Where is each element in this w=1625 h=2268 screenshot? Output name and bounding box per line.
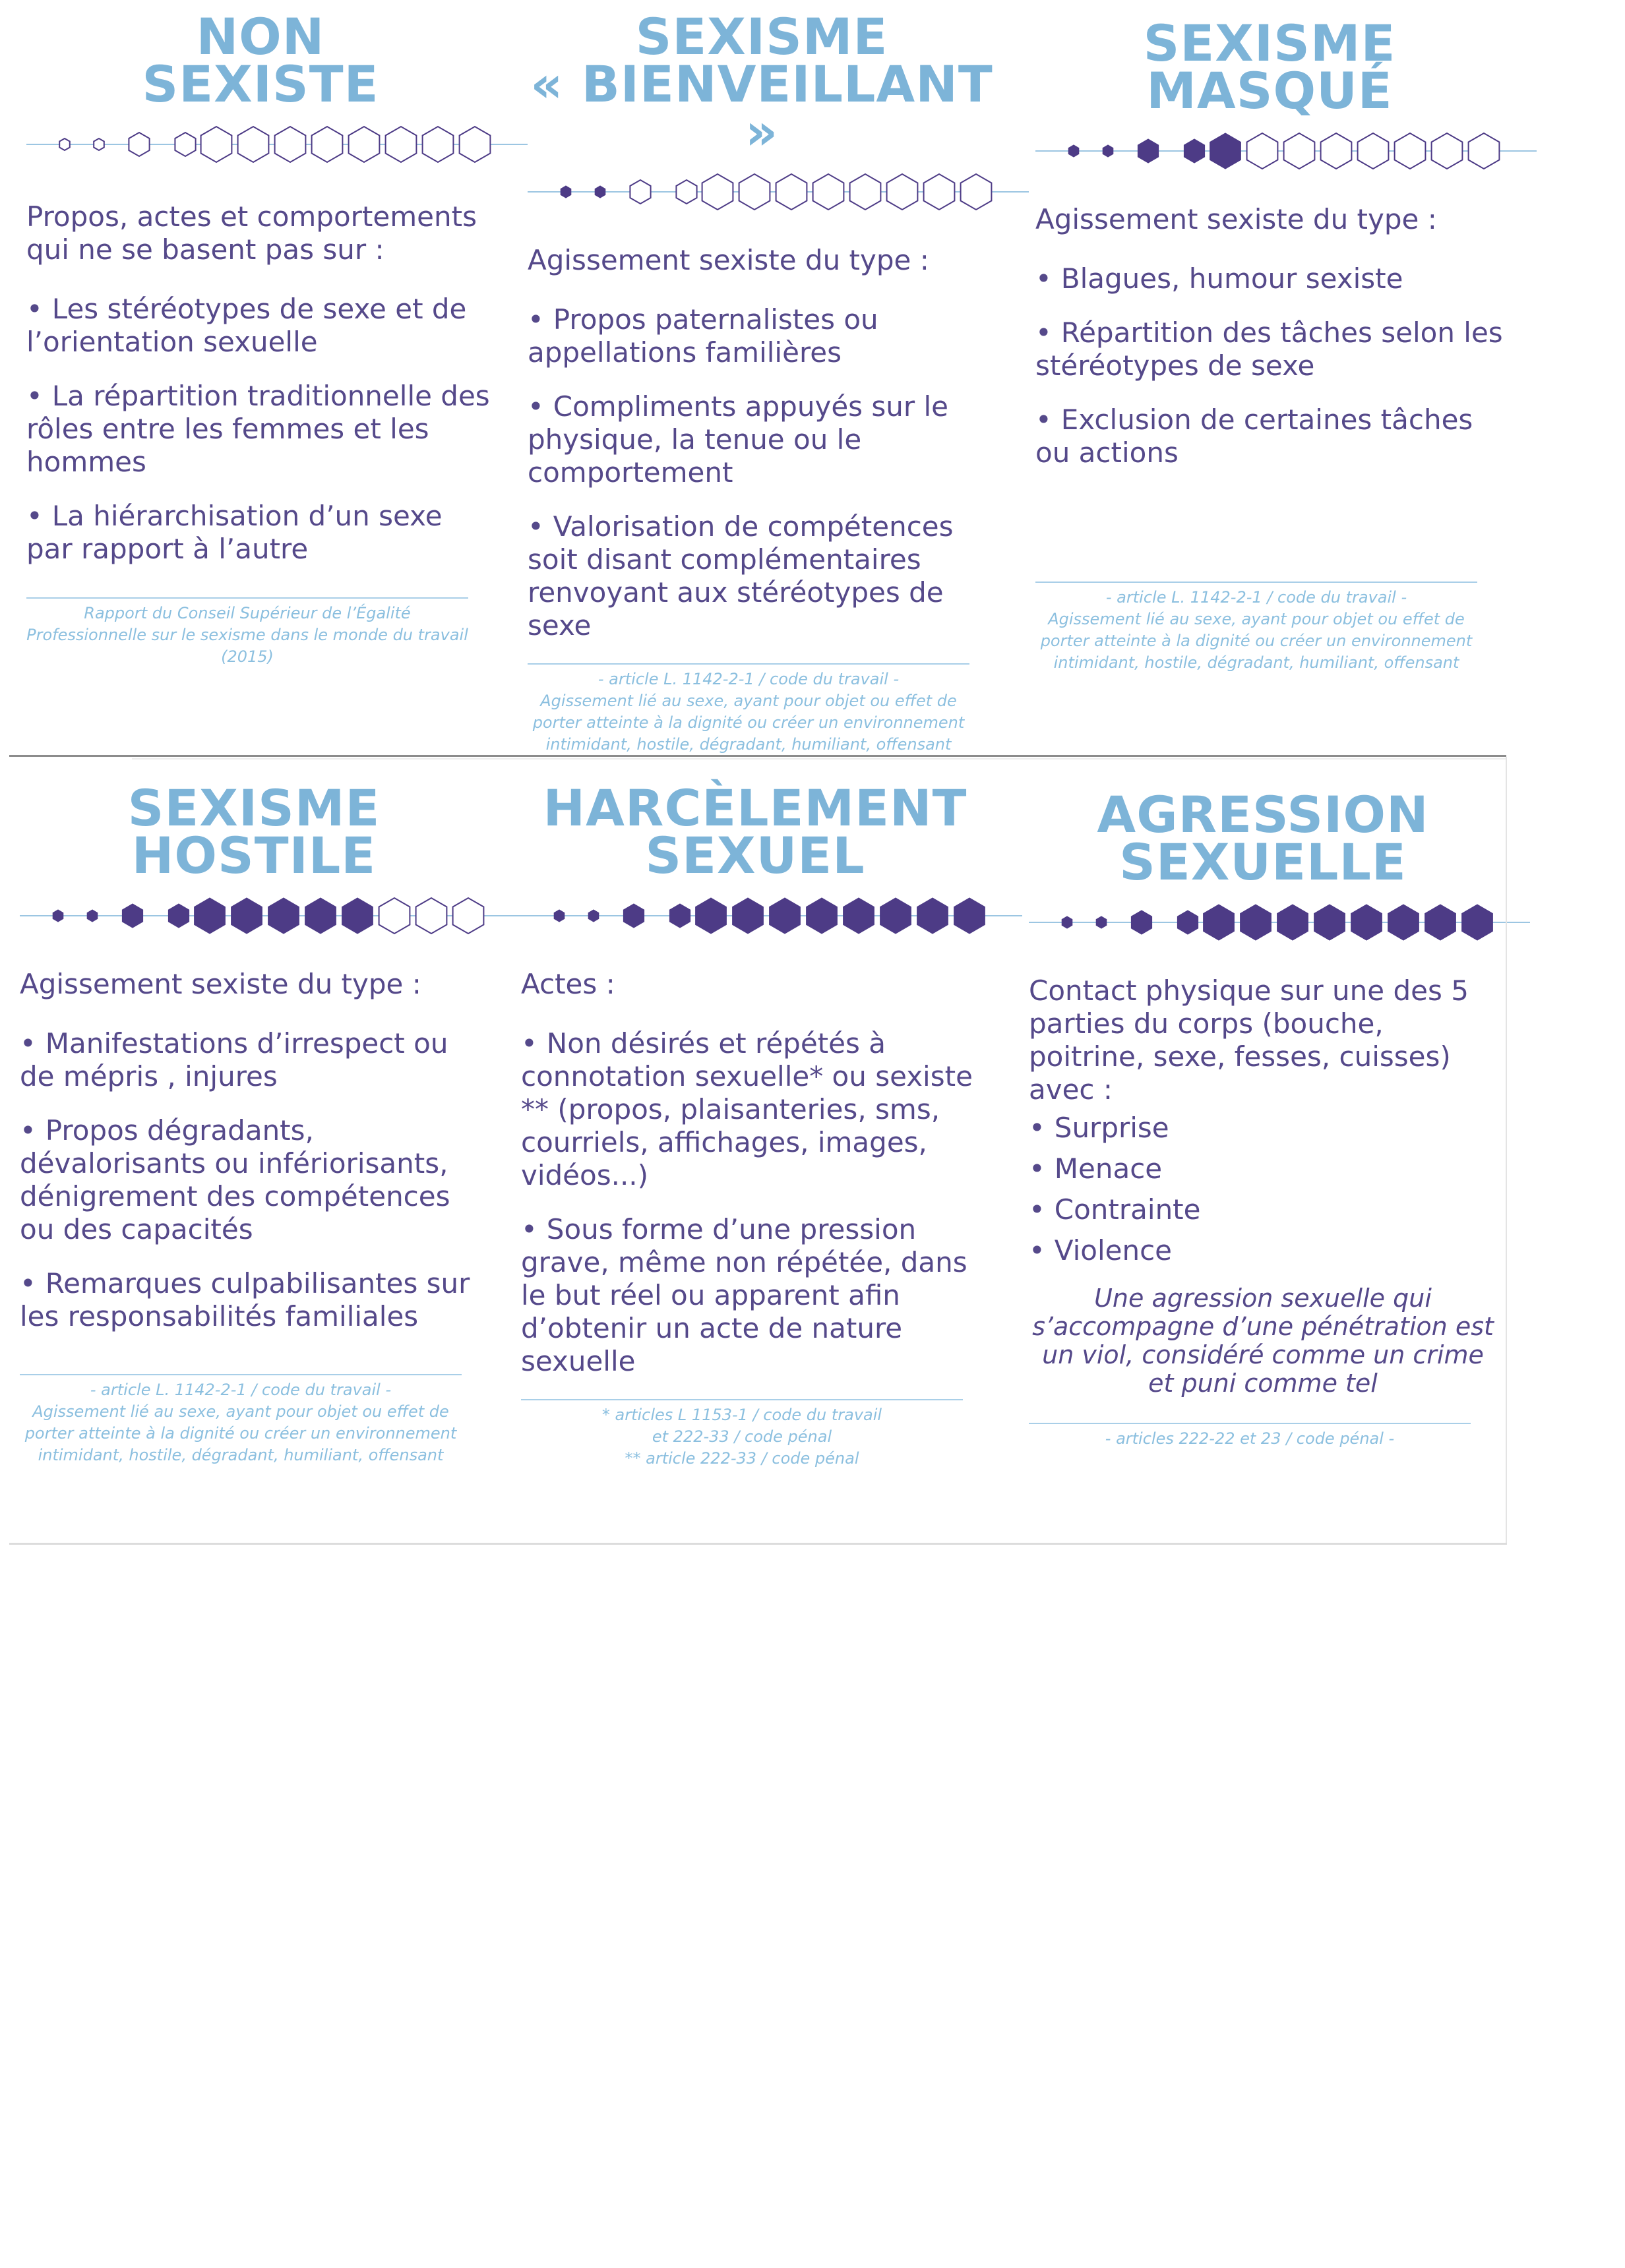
bullet-list bbox=[1029, 1112, 1497, 1267]
hexagon-outline-icon bbox=[460, 127, 491, 162]
hexagon-filled-icon bbox=[733, 898, 764, 934]
title-line: SEXISTE bbox=[142, 55, 379, 113]
hexagon-outline-icon bbox=[1358, 133, 1389, 169]
reference-line: - articles 222-22 et 23 / code pénal - bbox=[1105, 1429, 1395, 1448]
bullet-text: Blagues, humour sexiste bbox=[1060, 262, 1403, 295]
hexagon-filled-icon bbox=[1388, 905, 1419, 940]
sheet-edge-line bbox=[132, 758, 1506, 760]
hexagon-filled-icon bbox=[770, 898, 801, 934]
hexagon-scale bbox=[528, 167, 996, 216]
card-intro: Propos, actes et comportements qui ne se basent pas sur : bbox=[26, 200, 477, 266]
hexagon-outline-icon bbox=[275, 127, 306, 162]
card-body bbox=[26, 200, 495, 566]
hexagon-outline-icon bbox=[776, 174, 807, 210]
hexagon-outline-icon bbox=[238, 127, 269, 162]
hexagon-outline-icon bbox=[850, 174, 881, 210]
card-intro: Actes : bbox=[521, 968, 615, 1000]
bullet-dot-icon: • bbox=[1029, 1112, 1045, 1144]
hexagon-filled-icon bbox=[623, 904, 644, 928]
card-title bbox=[528, 7, 996, 161]
bullet-text: La répartition traditionnelle des rôles entre les femmes et les hommes bbox=[26, 380, 490, 478]
bullet-text: Contrainte bbox=[1054, 1193, 1201, 1226]
title-line: NON bbox=[196, 7, 325, 66]
reference-line: intimidant, hostile, dégradant, humiliant, offensant bbox=[38, 1446, 444, 1464]
card-sexisme-bienveillant bbox=[528, 7, 996, 756]
bullet-dot-icon: • bbox=[20, 1114, 36, 1147]
bullet-list bbox=[528, 303, 996, 642]
hexagon-filled-icon bbox=[168, 904, 189, 928]
hexagon-scale bbox=[521, 891, 989, 940]
hexagon-filled-icon bbox=[53, 910, 63, 922]
bullet-item bbox=[1035, 403, 1504, 469]
bullet-item bbox=[26, 500, 495, 566]
hexagon-filled-icon bbox=[880, 898, 911, 934]
reference-line: Professionnelle sur le sexisme dans le monde du travail bbox=[26, 626, 468, 644]
bullet-dot-icon: • bbox=[521, 1027, 537, 1059]
hexagon-filled-icon bbox=[807, 898, 838, 934]
hexagon-outline-icon bbox=[379, 898, 410, 934]
hexagon-filled-icon bbox=[1096, 916, 1107, 928]
hexagon-outline-icon bbox=[423, 127, 454, 162]
reference-line: Agissement lié au sexe, ayant pour objet ou effet de bbox=[1048, 610, 1465, 628]
legal-reference bbox=[528, 669, 969, 756]
title-line: HOSTILE bbox=[131, 826, 377, 885]
bullet-item bbox=[1035, 316, 1504, 382]
bullet-text: Propos paternalistes ou appellations familières bbox=[528, 303, 878, 369]
hexagon-outline-icon bbox=[201, 127, 232, 162]
bullet-item bbox=[26, 293, 495, 359]
hexagon-filled-icon bbox=[1425, 905, 1456, 940]
hexagon-filled-icon bbox=[305, 898, 336, 934]
title-line: SEXUEL bbox=[645, 826, 865, 885]
card-harcelement-sexuel bbox=[521, 779, 989, 1470]
hexagon-filled-icon bbox=[342, 898, 373, 934]
bullet-text: Valorisation de compétences soit disant complémentaires renvoyant aux stéréotypes de sexe bbox=[528, 510, 954, 642]
bullet-item bbox=[528, 303, 996, 369]
title-line: « BIENVEILLANT » bbox=[530, 55, 993, 161]
hexagon-outline-icon bbox=[175, 133, 195, 156]
hexagon-filled-icon bbox=[1204, 905, 1235, 940]
card-title bbox=[20, 779, 488, 885]
bullet-text: La hiérarchisation d’un sexe par rapport à l’autre bbox=[26, 500, 443, 565]
hexagon-outline-icon bbox=[453, 898, 484, 934]
hexagon-filled-icon bbox=[843, 898, 874, 934]
card-title bbox=[1029, 785, 1497, 891]
hexagon-outline-icon bbox=[887, 174, 918, 210]
reference-line: intimidant, hostile, dégradant, humiliant, offensant bbox=[1053, 653, 1459, 672]
bullet-dot-icon: • bbox=[521, 1213, 537, 1245]
bullet-list bbox=[20, 1027, 488, 1333]
reference-line: Agissement lié au sexe, ayant pour objet ou effet de bbox=[32, 1402, 449, 1421]
hexagon-markers bbox=[26, 120, 528, 169]
title-line: SEXISME bbox=[635, 7, 888, 66]
hexagon-outline-icon bbox=[349, 127, 380, 162]
bullet-text: Menace bbox=[1054, 1152, 1163, 1185]
card-body bbox=[1029, 974, 1497, 1398]
legal-reference bbox=[521, 1404, 963, 1470]
bullet-item bbox=[20, 1267, 488, 1333]
reference-line: - article L. 1142-2-1 / code du travail - bbox=[598, 670, 900, 688]
hexagon-outline-icon bbox=[416, 898, 447, 934]
reference-line: (2015) bbox=[221, 647, 274, 666]
bullet-item bbox=[1029, 1152, 1497, 1185]
hexagon-outline-icon bbox=[1247, 133, 1278, 169]
card-intro: Contact physique sur une des 5 parties du corps (bouche, poitrine, sexe, fesses, cuisses) avec : bbox=[1029, 974, 1469, 1106]
bullet-item bbox=[521, 1027, 989, 1192]
bullet-item bbox=[528, 390, 996, 489]
card-body bbox=[1035, 203, 1504, 469]
reference-line: Rapport du Conseil Supérieur de l’Égalité bbox=[84, 604, 411, 622]
hexagon-outline-icon bbox=[739, 174, 770, 210]
hexagon-outline-icon bbox=[676, 180, 696, 204]
hexagon-outline-icon bbox=[1395, 133, 1426, 169]
hexagon-markers bbox=[20, 891, 521, 940]
hexagon-filled-icon bbox=[917, 898, 948, 934]
bullet-list bbox=[521, 1027, 989, 1378]
hexagon-outline-icon bbox=[312, 127, 343, 162]
bullet-item bbox=[528, 510, 996, 642]
hexagon-filled-icon bbox=[595, 186, 605, 198]
bullet-text: Répartition des tâches selon les stéréotypes de sexe bbox=[1035, 316, 1503, 382]
reference-line: Agissement lié au sexe, ayant pour objet ou effet de bbox=[540, 692, 957, 710]
reference-line: intimidant, hostile, dégradant, humiliant, offensant bbox=[545, 735, 952, 754]
bullet-text: Sous forme d’une pression grave, même non répétée, dans le but réel ou apparent afin d’obtenir un acte de nature sexuelle bbox=[521, 1213, 967, 1377]
bullet-dot-icon: • bbox=[26, 293, 43, 325]
hexagon-filled-icon bbox=[1351, 905, 1382, 940]
title-line: MASQUÉ bbox=[1146, 61, 1393, 120]
card-title bbox=[1035, 14, 1504, 120]
bullet-text: Non désirés et répétés à connotation sexuelle* ou sexiste ** (propos, plaisanteries, sms, courriels, affichages, images, vidéos...) bbox=[521, 1027, 973, 1191]
hexagon-outline-icon bbox=[1284, 133, 1315, 169]
reference-rule bbox=[20, 1374, 462, 1375]
hexagon-markers bbox=[528, 167, 1029, 216]
hexagon-filled-icon bbox=[1241, 905, 1272, 940]
reference-line: et 222-33 / code pénal bbox=[652, 1427, 832, 1446]
card-intro: Agissement sexiste du type : bbox=[20, 968, 421, 1000]
bullet-dot-icon: • bbox=[1035, 403, 1052, 436]
hexagon-filled-icon bbox=[268, 898, 299, 934]
hexagon-filled-icon bbox=[1462, 905, 1493, 940]
bullet-dot-icon: • bbox=[1029, 1152, 1045, 1185]
reference-line: ** article 222-33 / code pénal bbox=[625, 1449, 859, 1468]
bullet-item bbox=[20, 1114, 488, 1246]
hexagon-outline-icon bbox=[702, 174, 733, 210]
hexagon-outline-icon bbox=[630, 180, 650, 204]
rape-note: Une agression sexuelle qui s’accompagne d’une pénétration est un viol, considéré comme un crime et puni comme tel bbox=[1032, 1284, 1494, 1398]
legal-reference bbox=[1029, 1428, 1471, 1450]
bullet-dot-icon: • bbox=[26, 380, 43, 412]
bullet-list bbox=[1035, 262, 1504, 469]
bullet-dot-icon: • bbox=[528, 303, 544, 336]
bullet-item bbox=[20, 1027, 488, 1093]
bullet-dot-icon: • bbox=[1029, 1193, 1045, 1226]
title-line: HARCÈLEMENT bbox=[543, 779, 967, 837]
bullet-text: Surprise bbox=[1054, 1112, 1169, 1144]
legal-reference bbox=[26, 603, 468, 668]
hexagon-outline-icon bbox=[813, 174, 844, 210]
hexagon-markers bbox=[521, 891, 1022, 940]
bullet-item bbox=[1035, 262, 1504, 295]
card-agression-sexuelle bbox=[1029, 785, 1497, 1450]
card-body bbox=[528, 244, 996, 642]
bullet-dot-icon: • bbox=[1035, 262, 1052, 295]
reference-line: - article L. 1142-2-1 / code du travail - bbox=[90, 1381, 392, 1399]
bullet-dot-icon: • bbox=[20, 1027, 36, 1059]
hexagon-filled-icon bbox=[669, 904, 690, 928]
hexagon-filled-icon bbox=[1177, 910, 1198, 934]
reference-rule bbox=[521, 1399, 963, 1400]
card-title bbox=[26, 7, 495, 113]
bullet-text: Manifestations d’irrespect ou de mépris , injures bbox=[20, 1027, 448, 1092]
hexagon-outline-icon bbox=[1469, 133, 1500, 169]
reference-line: porter atteinte à la dignité ou créer un environnement bbox=[532, 713, 965, 732]
hexagon-filled-icon bbox=[195, 898, 226, 934]
hexagon-scale bbox=[1035, 127, 1504, 175]
sheet-edge-line bbox=[1506, 757, 1507, 1543]
hexagon-filled-icon bbox=[122, 904, 142, 928]
bullet-dot-icon: • bbox=[528, 390, 544, 423]
card-intro: Agissement sexiste du type : bbox=[1035, 203, 1437, 235]
title-line: AGRESSION bbox=[1097, 785, 1429, 844]
bullet-item bbox=[26, 380, 495, 479]
bullet-text: Les stéréotypes de sexe et de l’orientation sexuelle bbox=[26, 293, 467, 358]
legal-reference bbox=[20, 1379, 462, 1466]
hexagon-scale bbox=[26, 120, 495, 169]
bullet-dot-icon: • bbox=[1029, 1234, 1045, 1267]
hexagon-filled-icon bbox=[1068, 145, 1079, 157]
hexagon-filled-icon bbox=[1277, 905, 1308, 940]
hexagon-filled-icon bbox=[554, 910, 565, 922]
bullet-text: Remarques culpabilisantes sur les responsabilités familiales bbox=[20, 1267, 470, 1332]
card-intro: Agissement sexiste du type : bbox=[528, 244, 929, 276]
bullet-list bbox=[26, 293, 495, 566]
reference-line: * articles L 1153-1 / code du travail bbox=[601, 1406, 882, 1424]
hexagon-outline-icon bbox=[59, 138, 70, 150]
card-sexisme-hostile bbox=[20, 779, 488, 1466]
card-sexisme-masque bbox=[1035, 14, 1504, 674]
reference-rule bbox=[26, 597, 468, 599]
bullet-item bbox=[521, 1213, 989, 1378]
hexagon-outline-icon bbox=[961, 174, 992, 210]
hexagon-outline-icon bbox=[924, 174, 955, 210]
hexagon-markers bbox=[1029, 898, 1530, 947]
title-line: SEXISME bbox=[1143, 14, 1396, 73]
hexagon-filled-icon bbox=[1210, 133, 1241, 169]
reference-line: porter atteinte à la dignité ou créer un environnement bbox=[24, 1424, 457, 1443]
bullet-dot-icon: • bbox=[26, 500, 43, 532]
hexagon-scale bbox=[1029, 898, 1497, 947]
title-line: SEXUELLE bbox=[1119, 833, 1407, 891]
reference-rule bbox=[1035, 582, 1477, 583]
bullet-dot-icon: • bbox=[528, 510, 544, 543]
card-body bbox=[20, 968, 488, 1333]
bullet-text: Violence bbox=[1054, 1234, 1173, 1267]
hexagon-markers bbox=[1035, 127, 1537, 175]
hexagon-filled-icon bbox=[1131, 910, 1151, 934]
card-title bbox=[521, 779, 989, 885]
bullet-dot-icon: • bbox=[1035, 316, 1052, 349]
hexagon-outline-icon bbox=[1432, 133, 1463, 169]
hexagon-filled-icon bbox=[696, 898, 727, 934]
hexagon-filled-icon bbox=[87, 910, 98, 922]
bullet-item bbox=[1029, 1112, 1497, 1145]
row-divider bbox=[9, 755, 1506, 757]
legal-reference bbox=[1035, 587, 1477, 674]
hexagon-filled-icon bbox=[1103, 145, 1113, 157]
hexagon-filled-icon bbox=[1138, 139, 1158, 163]
card-non-sexiste bbox=[26, 7, 495, 668]
reference-rule bbox=[1029, 1423, 1471, 1424]
reference-line: porter atteinte à la dignité ou créer un environnement bbox=[1040, 632, 1473, 650]
hexagon-outline-icon bbox=[386, 127, 417, 162]
hexagon-scale bbox=[20, 891, 488, 940]
bullet-text: Propos dégradants, dévalorisants ou infériorisants, dénigrement des compétences ou des capacités bbox=[20, 1114, 450, 1245]
hexagon-filled-icon bbox=[588, 910, 599, 922]
bullet-dot-icon: • bbox=[20, 1267, 36, 1299]
hexagon-filled-icon bbox=[954, 898, 985, 934]
hexagon-outline-icon bbox=[94, 138, 104, 150]
bullet-text: Exclusion de certaines tâches ou actions bbox=[1035, 403, 1473, 469]
hexagon-outline-icon bbox=[129, 133, 149, 156]
hexagon-filled-icon bbox=[1184, 139, 1204, 163]
hexagon-outline-icon bbox=[1321, 133, 1352, 169]
card-body bbox=[521, 968, 989, 1378]
bullet-text: Compliments appuyés sur le physique, la tenue ou le comportement bbox=[528, 390, 949, 489]
hexagon-filled-icon bbox=[1062, 916, 1072, 928]
reference-rule bbox=[528, 663, 969, 665]
hexagon-filled-icon bbox=[561, 186, 571, 198]
reference-line: - article L. 1142-2-1 / code du travail - bbox=[1105, 588, 1407, 607]
bullet-item bbox=[1029, 1193, 1497, 1226]
bullet-item bbox=[1029, 1234, 1497, 1267]
sheet-edge-line bbox=[9, 1543, 1507, 1545]
hexagon-filled-icon bbox=[1314, 905, 1345, 940]
hexagon-filled-icon bbox=[231, 898, 262, 934]
title-line: SEXISME bbox=[127, 779, 381, 837]
